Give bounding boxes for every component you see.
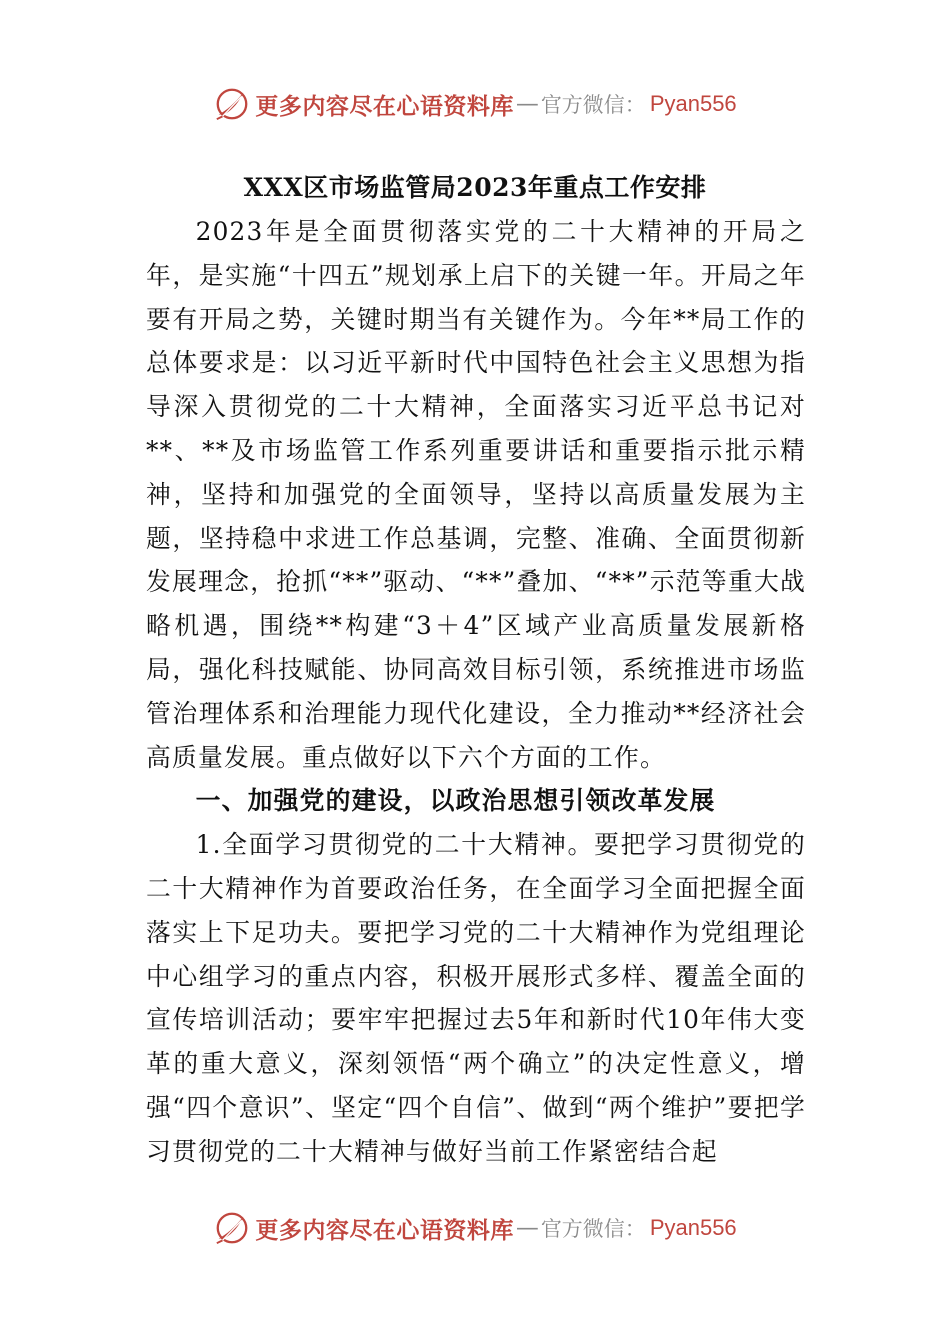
banner-wechat-id: Pyan556 <box>649 91 737 116</box>
quill-pen-logo-icon <box>213 1209 251 1247</box>
header-watermark-banner <box>0 84 950 124</box>
section-heading: 一、加强党的建设，以政治思想引领改革发展 <box>195 786 716 816</box>
document-body <box>146 210 806 1174</box>
banner-main-text: 更多内容尽在心语资料库 <box>255 1216 514 1244</box>
banner-main-text: 更多内容尽在心语资料库 <box>255 92 514 120</box>
banner-separator: — <box>515 1215 539 1241</box>
document-title: XXX区市场监管局2023年重点工作安排 <box>243 173 707 202</box>
banner-official-label: 官方微信： <box>540 1217 646 1241</box>
intro-paragraph: 2023年是全面贯彻落实党的二十大精神的开局之年，是实施“十四五”规划承上启下的关键一年。开局之年要有开局之势，关键时期当有关键作为。今年**局工作的总体要求是：以习近平新时代中国特色社会主义思想为指导深入贯彻党的二十大精神，全面落实习近平总书记对**、**及市场监管工作系列重要讲话和重要指示批示精神，坚持和加强党的全面领导，坚持以高质量发展为主题，坚持稳中求进工作总基调，完整、准确、全面贯彻新发展理念，抢抓“**”驱动、“**”叠加、“**”示范等重大战略机遇，围绕**构建“3＋4”区域产业高质量发展新格局，强化科技赋能、协同高效目标引领，系统推进市场监管治理体系和治理能力现代化建设，全力推动**经济社会高质量发展。重点做好以下六个方面的工作。 <box>146 217 806 772</box>
banner-separator: — <box>515 91 539 117</box>
footer-watermark-banner <box>0 1208 950 1248</box>
banner-official-label: 官方微信： <box>540 93 646 117</box>
quill-pen-logo-icon <box>213 85 251 123</box>
section-item-paragraph: 1.全面学习贯彻党的二十大精神。要把学习贯彻党的二十大精神作为首要政治任务，在全面学习全面把握全面落实上下足功夫。要把学习党的二十大精神作为党组理论中心组学习的重点内容，积极开展形式多样、覆盖全面的宣传培训活动；要牢牢把握过去5年和新时代10年伟大变革的重大意义，深刻领悟“两个确立”的决定性意义，增强“四个意识”、坚定“四个自信”、做到“两个维护”要把学习贯彻党的二十大精神与做好当前工作紧密结合起 <box>146 830 806 1166</box>
banner-wechat-id: Pyan556 <box>649 1215 737 1240</box>
